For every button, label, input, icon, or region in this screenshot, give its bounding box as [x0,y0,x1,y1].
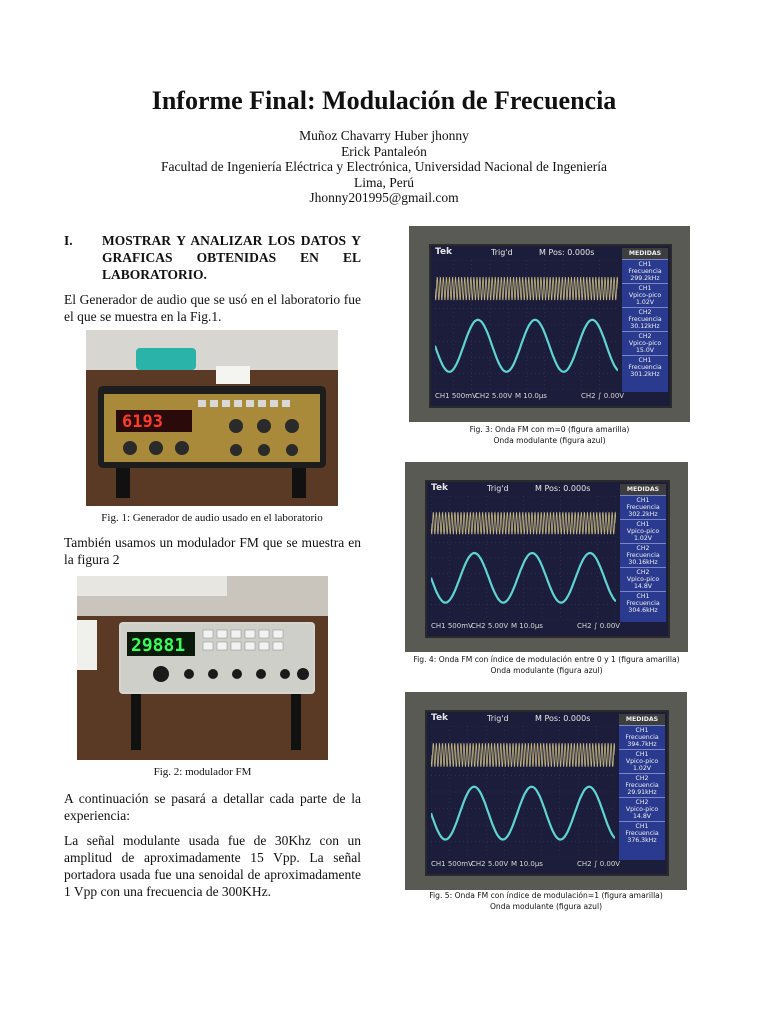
scope-ch1-scale: CH1 500mV [431,622,473,630]
scope-measurement [620,519,666,543]
scope-ch2-scale: CH2 5.00V [471,622,509,630]
scope-measurement-line: 299.2kHz [630,275,660,282]
scope-menu-title: MEDIDAS [620,484,666,495]
scope-settings-bar [427,622,668,634]
scope-measurement-line: CH1 [636,521,650,528]
scope-trigger-status: Trig'd [491,248,513,257]
figure-2-photo [77,576,328,760]
scope-measurement-line: 30.12kHz [630,323,660,330]
scope-measurement-line: Frecuencia [625,830,659,837]
scope-measurement-line: Frecuencia [625,782,659,789]
scope-ch2-scale: CH2 5.00V [475,392,513,400]
scope-measurement-line: 301.2kHz [630,371,660,378]
scope-measurement-line: 29.91kHz [627,789,657,796]
scope-measurement-line: CH1 [635,727,649,734]
scope-waveforms [435,260,618,390]
scope-measurement-line: CH2 [636,569,650,576]
figure-4-caption-line1: Fig. 4: Onda FM con índice de modulación entre 0 y 1 (figura amarilla) [413,655,680,664]
scope-trigger-level: CH2 ∫ 0.00V [577,860,621,868]
scope-measurement [620,567,666,591]
scope-ch2-scale: CH2 5.00V [471,860,509,868]
fm-waveform [431,513,616,534]
scope-waveform-area [431,726,615,858]
scope-measurement-line: Vpico-pico [625,806,659,813]
scope-measurement-line: 14.8V [632,813,651,820]
scope-brand: Tek [431,713,449,723]
scope-waveforms [431,726,615,858]
figure-4-caption [405,654,688,676]
figure-2-caption: Fig. 2: modulador FM [153,766,252,778]
fig1-display: 6193 [122,412,163,432]
scope-trigger-level: CH2 ∫ 0.00V [581,392,625,400]
scope-measurement-line: Frecuencia [626,600,660,607]
scope-measurement-line: CH1 [635,751,649,758]
scope-menu-title: MEDIDAS [619,714,665,725]
scope-measurement-line: CH1 [636,497,650,504]
scope-m-position: M Pos: 0.000s [535,484,591,493]
scope-m-position: M Pos: 0.000s [535,714,591,723]
scope-measurement-line: CH1 [638,261,652,268]
scope-measurement-line: Frecuencia [626,504,660,511]
scope-measurement-line: 376.3kHz [627,837,657,844]
scope-measurement-line: Vpico-pico [628,340,662,347]
scope-measurement-line: CH2 [638,309,652,316]
scope-settings-bar [427,860,667,872]
figure-1-caption: Fig. 1: Generador de audio usado en el laboratorio [101,512,323,524]
figure-1-photo [86,330,338,506]
scope-measurement-line: CH1 [638,285,652,292]
author-name-1: Muñoz Chavarry Huber jhonny [299,128,469,143]
scope-measurement-line: Frecuencia [628,316,662,323]
scope-measurement-line: 1.02V [635,299,654,306]
fm-waveform [435,278,618,300]
scope-waveform-area [431,496,616,620]
scope-m-position: M Pos: 0.000s [539,248,595,257]
scope-measurement-line: 14.8V [633,583,652,590]
scope-measurement-line: CH2 [635,799,649,806]
scope-trigger-status: Trig'd [487,484,509,493]
scope-measurement [620,591,666,615]
scope-measurement [622,259,668,283]
figure-5-caption [405,890,687,912]
scope-measurement-line: Frecuencia [628,268,662,275]
scope-measurement-line: 1.02V [633,535,652,542]
scope-measurement-line: CH1 [635,823,649,830]
author-name-2: Erick Pantaleón [341,143,427,159]
scope-measurement [622,331,668,355]
figure-3-scope [409,226,690,422]
scope-measurement-line: 304.6kHz [628,607,658,614]
scope-measurement [619,821,665,845]
scope-measurement-line: Vpico-pico [626,576,660,583]
scope-brand: Tek [435,247,453,257]
scope-measurement [622,355,668,379]
scope-time-base: M 10.0µs [511,860,543,868]
scope-measurement-line: CH2 [636,545,650,552]
scope-measurement-line: CH1 [638,357,652,364]
scope-time-base: M 10.0µs [515,392,547,400]
scope-measurement-line: CH2 [635,775,649,782]
scope-settings-bar [431,392,670,404]
scope-menu-title: MEDIDAS [622,248,668,259]
paragraph-4: La señal modulante usada fue de 30Khz con un amplitud de aproximadamente 15 Vpp. La señal portadora usada fue una senoidal de aproximadamente 1 Vpp con una frecuencia de 300KHz. [64,833,361,899]
scope-measurement-line: 302.2kHz [628,511,658,518]
scope-trigger-level: CH2 ∫ 0.00V [577,622,621,630]
scope-measurement-line: Vpico-pico [625,758,659,765]
figure-5-scope [405,692,687,890]
affiliation: Facultad de Ingeniería Eléctrica y Electrónica, Universidad Nacional de Ingeniería [160,159,608,175]
scope-screen-bezel [429,244,672,408]
scope-measurement-line: 1.02V [632,765,651,772]
figure-4-caption-line2: Onda modulante (figura azul) [490,666,603,675]
paper-title: Informe Final: Modulación de Frecuencia [151,86,617,115]
scope-screen-bezel [425,710,669,876]
scope-measurement [620,495,666,519]
paragraph-3: A continuación se pasará a detallar cada parte de la experiencia: [64,791,361,823]
author-email[interactable]: Jhonny201995@gmail.com [309,190,459,206]
paragraph-1: El Generador de audio que se usó en el laboratorio fue el que se muestra en la Fig.1. [64,292,361,324]
figure-5-caption-line2: Onda modulante (figura azul) [489,902,603,911]
scope-measurement [619,725,665,749]
scope-measurement-line: Frecuencia [628,364,662,371]
author-block [0,128,768,206]
scope-measurement-line: 15.0V [635,347,654,354]
scope-measure-menu [622,248,668,392]
scope-measure-menu [620,484,666,622]
figure-5-caption-line1: Fig. 5: Onda FM con índice de modulación=1 (figura amarilla) [429,891,663,900]
figure-3-caption-line2: Onda modulante (figura azul) [493,436,606,445]
scope-measurement-line: 394.7kHz [627,741,657,748]
scope-measurement-line: Frecuencia [626,552,660,559]
scope-measurement-line: Frecuencia [625,734,659,741]
scope-measurement [620,543,666,567]
fm-waveform [431,744,615,767]
scope-measurement-line: Vpico-pico [626,528,660,535]
scope-measurement-line: 30.16kHz [628,559,658,566]
scope-screen-bezel [425,480,670,638]
fig2-display: 29881 [131,635,186,656]
scope-measurement-line: CH1 [636,593,650,600]
scope-measure-menu [619,714,665,860]
scope-brand: Tek [431,483,449,493]
scope-measurement [619,773,665,797]
scope-waveforms [431,496,616,620]
section-heading [64,232,361,283]
figure-3-caption-line1: Fig. 3: Onda FM con m=0 (figura amarilla) [469,425,630,434]
paragraph-2: También usamos un modulador FM que se muestra en la figura 2 [64,535,361,567]
scope-trigger-status: Trig'd [487,714,509,723]
scope-measurement [622,307,668,331]
location: Lima, Perú [354,174,414,190]
section-title: MOSTRAR Y ANALIZAR LOS DATOS Y GRAFICAS OBTENIDAS EN EL LABORATORIO. [102,233,361,282]
scope-ch1-scale: CH1 500mV [431,860,473,868]
scope-measurement [619,749,665,773]
scope-time-base: M 10.0µs [511,622,543,630]
scope-measurement [619,797,665,821]
scope-ch1-scale: CH1 500mV [435,392,477,400]
figure-3-caption [409,424,690,446]
figure-4-scope [405,462,688,652]
scope-waveform-area [435,260,618,390]
scope-measurement-line: CH2 [638,333,652,340]
scope-measurement [622,283,668,307]
scope-measurement-line: Vpico-pico [628,292,662,299]
section-number: I. [64,233,73,248]
